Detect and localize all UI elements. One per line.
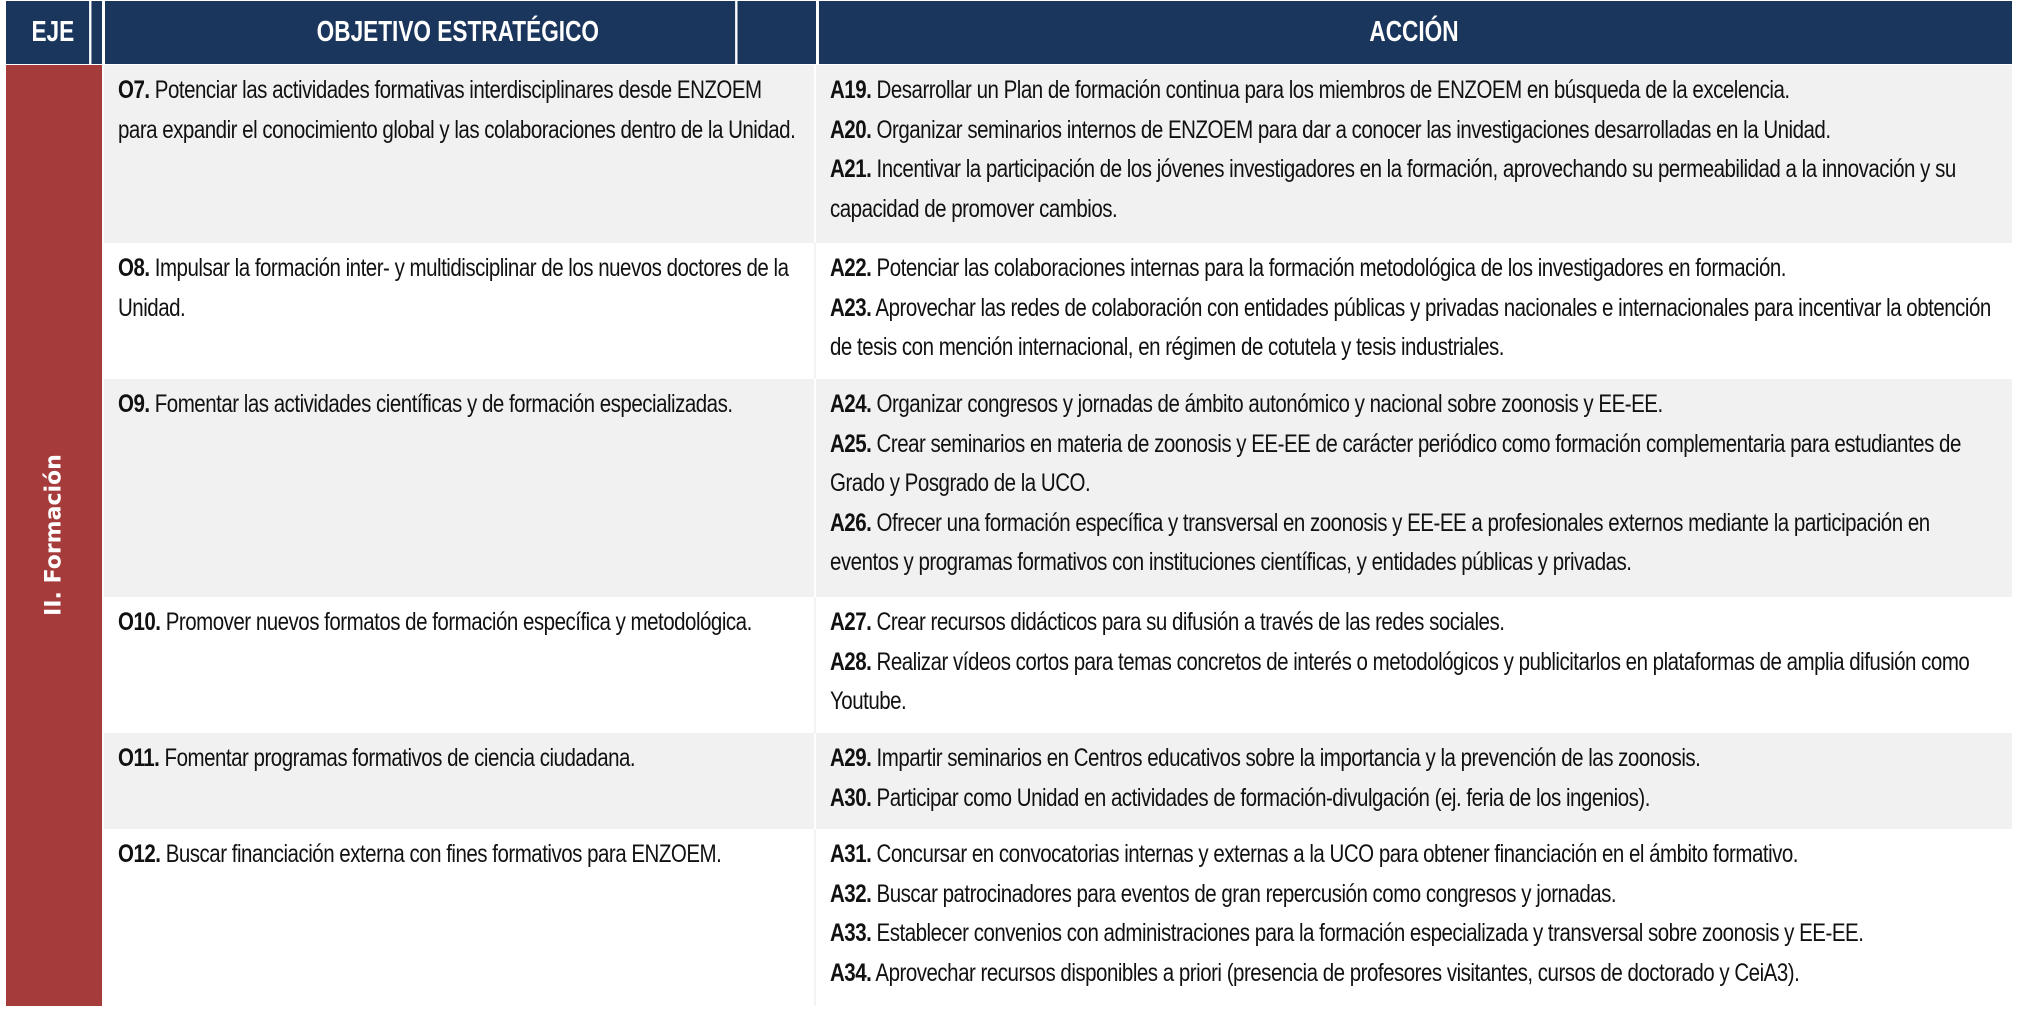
objective-code: O10. bbox=[118, 608, 161, 636]
action-item bbox=[830, 150, 2002, 229]
objective-code: O7. bbox=[118, 76, 150, 104]
actions-cell bbox=[816, 733, 2012, 829]
objective-description: Impulsar la formación inter- y multidisciplinar de los nuevos doctores de la Unidad. bbox=[118, 254, 789, 322]
header-divider bbox=[102, 1, 105, 64]
action-code: A20. bbox=[830, 115, 872, 144]
action-description: Buscar patrocinadores para eventos de gran repercusión como congresos y jornadas. bbox=[871, 879, 1617, 908]
objective-text bbox=[118, 249, 800, 328]
action-description: Realizar vídeos cortos para temas concretos de interés o metodológicos y publicitarlos en plataformas de amplia difusión como Youtube. bbox=[830, 647, 1970, 715]
objective-text bbox=[118, 385, 800, 425]
action-item bbox=[830, 875, 2002, 915]
actions-cell bbox=[816, 65, 2012, 243]
table-row bbox=[104, 65, 2012, 243]
action-description: Crear recursos didácticos para su difusión a través de las redes sociales. bbox=[871, 608, 1505, 636]
objective-cell bbox=[104, 243, 816, 379]
objective-text bbox=[118, 603, 800, 643]
table-row bbox=[104, 829, 2012, 1006]
objective-cell bbox=[104, 829, 816, 1006]
table-row bbox=[104, 733, 2012, 829]
action-description: Crear seminarios en materia de zoonosis y EE-EE de carácter periódico como formación complementaria para estudiantes de Grado y Posgrado de la UCO. bbox=[830, 429, 1961, 497]
actions-list bbox=[830, 385, 2002, 583]
actions-cell bbox=[816, 829, 2012, 1006]
action-item bbox=[830, 289, 2002, 368]
action-item bbox=[830, 914, 2002, 954]
action-code: A25. bbox=[830, 429, 872, 458]
actions-list bbox=[830, 71, 2002, 229]
objective-description: Buscar financiación externa con fines formativos para ENZOEM. bbox=[160, 840, 722, 868]
action-code: A34. bbox=[830, 958, 872, 987]
objective-code: O12. bbox=[118, 840, 161, 868]
objective-text bbox=[118, 835, 800, 875]
action-description: Ofrecer una formación específica y transversal en zoonosis y EE-EE a profesionales externos mediante la participación en eventos y programas formativos con instituciones científicas, y entidades públicas y privadas. bbox=[830, 508, 1930, 576]
objective-text bbox=[118, 71, 800, 150]
action-code: A24. bbox=[830, 390, 872, 418]
action-item bbox=[830, 425, 2002, 504]
action-code: A32. bbox=[830, 879, 872, 908]
action-description: Potenciar las colaboraciones internas para la formación metodológica de los investigadores en formación. bbox=[871, 254, 1787, 282]
action-code: A21. bbox=[830, 155, 872, 183]
header-accion: ACCIÓN bbox=[1369, 16, 1459, 48]
header-objetivo: OBJETIVO ESTRATÉGICO bbox=[181, 1, 738, 64]
strategy-table bbox=[6, 1, 2012, 987]
action-code: A26. bbox=[830, 508, 872, 537]
action-description: Organizar congresos y jornadas de ámbito autonómico y nacional sobre zoonosis y EE-EE. bbox=[871, 390, 1663, 418]
table-row bbox=[104, 243, 2012, 379]
action-code: A23. bbox=[830, 293, 872, 322]
header-eje: EJE bbox=[17, 1, 92, 64]
action-item bbox=[830, 739, 2002, 779]
action-description: Incentivar la participación de los jóvenes investigadores en la formación, aprovechando su permeabilidad a la innovación y su capacidad de promover cambios. bbox=[830, 155, 1956, 223]
action-item bbox=[830, 603, 2002, 643]
action-item bbox=[830, 111, 2002, 151]
actions-list bbox=[830, 835, 2002, 993]
action-item bbox=[830, 835, 2002, 875]
objective-description: Promover nuevos formatos de formación específica y metodológica. bbox=[160, 608, 752, 636]
table-row bbox=[104, 597, 2012, 733]
actions-cell bbox=[816, 243, 2012, 379]
action-code: A30. bbox=[830, 783, 872, 812]
actions-cell bbox=[816, 597, 2012, 733]
objective-code: O8. bbox=[118, 254, 150, 282]
objective-cell bbox=[104, 379, 816, 597]
objective-cell bbox=[104, 733, 816, 829]
objective-description: Fomentar programas formativos de ciencia ciudadana. bbox=[159, 744, 636, 772]
action-code: A22. bbox=[830, 254, 872, 282]
objective-cell bbox=[104, 65, 816, 243]
table-rows bbox=[104, 65, 2012, 1006]
eje-cell bbox=[6, 65, 102, 1006]
table-row bbox=[104, 379, 2012, 597]
actions-cell bbox=[816, 379, 2012, 597]
action-description: Concursar en convocatorias internas y externas a la UCO para obtener financiación en el ámbito formativo. bbox=[871, 840, 1799, 868]
action-item bbox=[830, 249, 2002, 289]
action-code: A28. bbox=[830, 647, 872, 676]
action-description: Organizar seminarios internos de ENZOEM para dar a conocer las investigaciones desarrolladas en la Unidad. bbox=[871, 115, 1831, 144]
action-code: A31. bbox=[830, 840, 872, 868]
action-item bbox=[830, 643, 2002, 722]
header-divider bbox=[816, 1, 819, 64]
eje-label: II. Formación bbox=[41, 454, 67, 616]
action-description: Participar como Unidad en actividades de formación-divulgación (ej. feria de los ingenios). bbox=[871, 783, 1650, 812]
action-description: Aprovechar las redes de colaboración con entidades públicas y privadas nacionales e internacionales para incentivar la obtención de tesis con mención internacional, en régimen de cotutela y tesis industriales. bbox=[830, 293, 1991, 361]
action-description: Impartir seminarios en Centros educativos sobre la importancia y la prevención de las zoonosis. bbox=[871, 744, 1701, 772]
action-item bbox=[830, 504, 2002, 583]
objective-cell bbox=[104, 597, 816, 733]
action-code: A29. bbox=[830, 744, 872, 772]
objective-code: O9. bbox=[118, 390, 150, 418]
objective-text bbox=[118, 739, 800, 779]
actions-list bbox=[830, 249, 2002, 368]
action-item bbox=[830, 385, 2002, 425]
table-header bbox=[6, 1, 2012, 64]
action-item bbox=[830, 954, 2002, 994]
objective-description: Potenciar las actividades formativas interdisciplinares desde ENZOEM para expandir el conocimiento global y las colaboraciones dentro de la Unidad. bbox=[118, 76, 796, 144]
actions-list bbox=[830, 739, 2002, 818]
objective-code: O11. bbox=[118, 744, 160, 772]
action-description: Establecer convenios con administraciones para la formación especializada y transversal sobre zoonosis y EE-EE. bbox=[871, 919, 1864, 947]
action-code: A19. bbox=[830, 76, 872, 104]
action-item bbox=[830, 71, 2002, 111]
action-description: Aprovechar recursos disponibles a priori (presencia de profesores visitantes, cursos de doctorado y CeiA3). bbox=[871, 958, 1800, 987]
objective-description: Fomentar las actividades científicas y de formación especializadas. bbox=[149, 390, 733, 418]
action-description: Desarrollar un Plan de formación continua para los miembros de ENZOEM en búsqueda de la excelencia. bbox=[871, 76, 1790, 104]
actions-list bbox=[830, 603, 2002, 722]
action-code: A33. bbox=[830, 919, 872, 947]
action-code: A27. bbox=[830, 608, 872, 636]
action-item bbox=[830, 779, 2002, 819]
